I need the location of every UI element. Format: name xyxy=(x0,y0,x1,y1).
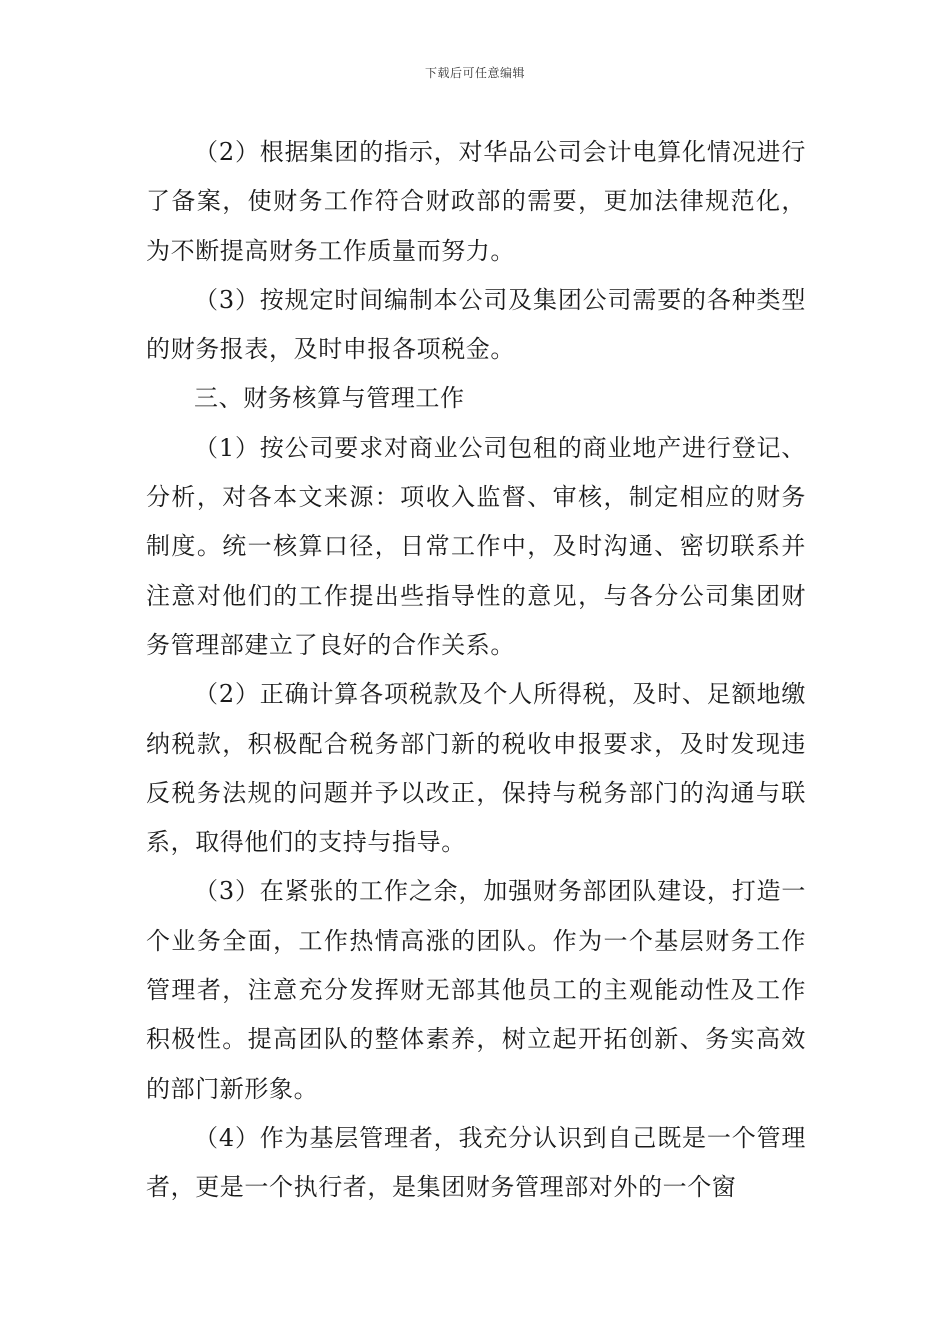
paragraph-item-3-reports: （3）按规定时间编制本公司及集团公司需要的各种类型的财务报表，及时申报各项税金。 xyxy=(146,285,806,364)
paragraph-accounting-1: （1）按公司要求对商业公司包租的商业地产进行登记、分析，对各本文来源：项收入监督、审核，制定相应的财务制度。统一核算口径，日常工作中，及时沟通、密切联系并注意对他们的工作提出些指导性的意见，与各分公司集团财务管理部建立了良好的合作关系。 xyxy=(146,433,806,659)
section-heading: 三、财务核算与管理工作 xyxy=(194,384,465,413)
paragraph-accounting-3: （3）在紧张的工作之余，加强财务部团队建设，打造一个业务全面，工作热情高涨的团队。作为一个基层财务工作管理者，注意充分发挥财无部其他员工的主观能动性及工作积极性。提高团队的整体素养，树立起开拓创新、务实高效的部门新形象。 xyxy=(146,877,806,1103)
document-body xyxy=(146,128,806,1213)
paragraph-accounting-4: （4）作为基层管理者，我充分认识到自己既是一个管理者，更是一个执行者，是集团财务管理部对外的一个窗 xyxy=(146,1123,806,1202)
paragraph-item-2-archive: （2）根据集团的指示，对华品公司会计电算化情况进行了备案，使财务工作符合财政部的需要，更加法律规范化，为不断提高财务工作质量而努力。 xyxy=(146,138,806,265)
paragraph-accounting-2: （2）正确计算各项税款及个人所得税，及时、足额地缴纳税款，积极配合税务部门新的税收申报要求，及时发现违反税务法规的问题并予以改正，保持与税务部门的沟通与联系，取得他们的支持与指导。 xyxy=(146,680,806,857)
page-header: 下载后可任意编辑 xyxy=(424,66,525,80)
